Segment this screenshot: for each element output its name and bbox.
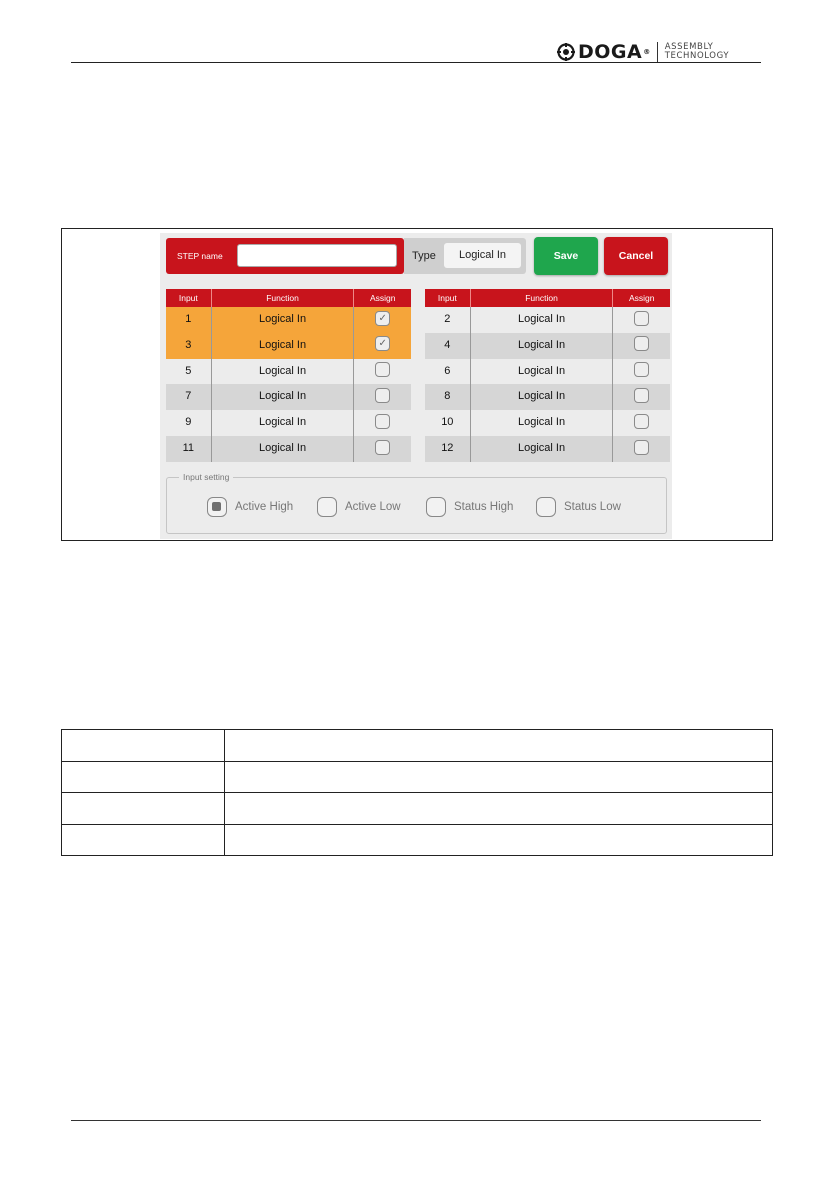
cancel-button[interactable]: Cancel bbox=[604, 237, 668, 275]
input-table-right bbox=[425, 289, 670, 462]
table-header bbox=[166, 289, 411, 307]
table-cell bbox=[62, 761, 225, 793]
tagline-line-2: TECHNOLOGY bbox=[664, 51, 730, 61]
function-cell[interactable]: Logical In bbox=[470, 384, 614, 410]
header-rule bbox=[71, 62, 761, 63]
function-cell[interactable]: Logical In bbox=[211, 436, 355, 462]
table-row[interactable] bbox=[425, 436, 670, 462]
assign-cell bbox=[354, 410, 411, 436]
function-cell[interactable]: Logical In bbox=[470, 333, 614, 359]
input-setting-option[interactable] bbox=[317, 497, 401, 517]
assign-cell bbox=[354, 359, 411, 385]
radio-button[interactable] bbox=[426, 497, 446, 517]
table-row[interactable] bbox=[166, 333, 411, 359]
tagline-line-1: ASSEMBLY bbox=[664, 42, 714, 52]
input-number: 7 bbox=[185, 390, 192, 403]
radio-label: Status High bbox=[454, 501, 514, 513]
assign-cell bbox=[354, 384, 411, 410]
assign-checkbox[interactable] bbox=[634, 414, 649, 429]
column-header-input: Input bbox=[166, 289, 212, 307]
radio-button[interactable] bbox=[536, 497, 556, 517]
logo-divider bbox=[657, 42, 658, 62]
assign-checkbox[interactable] bbox=[634, 336, 649, 351]
input-number: 5 bbox=[185, 364, 192, 377]
assign-checkbox[interactable] bbox=[375, 362, 390, 377]
table-row[interactable] bbox=[166, 307, 411, 333]
brand-tagline bbox=[665, 43, 729, 61]
column-header-assign: Assign bbox=[369, 293, 396, 303]
column-header-function: Function bbox=[212, 289, 355, 307]
input-setting-group bbox=[166, 472, 667, 534]
table-row[interactable] bbox=[425, 410, 670, 436]
column-header-input: Input bbox=[425, 289, 471, 307]
doga-logo-icon bbox=[557, 43, 575, 61]
assign-cell bbox=[354, 307, 411, 333]
radio-label: Active High bbox=[235, 501, 294, 513]
table-cell bbox=[225, 824, 773, 856]
blank-table bbox=[61, 729, 773, 856]
assign-cell bbox=[354, 333, 411, 359]
table-cell bbox=[62, 824, 225, 856]
radio-button[interactable] bbox=[207, 497, 227, 517]
input-number: 1 bbox=[185, 313, 192, 325]
input-number: 11 bbox=[182, 441, 195, 454]
assign-checkbox[interactable] bbox=[634, 388, 649, 403]
input-setting-legend: Input setting bbox=[179, 472, 233, 482]
input-table-left bbox=[166, 289, 411, 462]
function-cell[interactable]: Logical In bbox=[470, 436, 614, 462]
input-number: 10 bbox=[441, 416, 454, 429]
doga-logo bbox=[557, 40, 729, 64]
table-cell bbox=[225, 761, 773, 793]
radio-label: Status Low bbox=[564, 501, 621, 513]
assign-cell bbox=[613, 384, 670, 410]
assign-checkbox[interactable]: ✓ bbox=[375, 311, 390, 326]
step-name-bar bbox=[166, 238, 404, 274]
table-cell bbox=[62, 793, 225, 825]
table-row[interactable] bbox=[166, 384, 411, 410]
table-row[interactable] bbox=[166, 410, 411, 436]
input-number: 3 bbox=[185, 338, 192, 351]
type-select[interactable]: Logical In bbox=[444, 243, 521, 268]
input-setting-option[interactable] bbox=[207, 497, 293, 517]
registered-mark: ® bbox=[643, 48, 651, 56]
table-row bbox=[62, 730, 773, 762]
function-cell[interactable]: Logical In bbox=[470, 410, 614, 436]
table-row[interactable] bbox=[425, 333, 670, 359]
assign-cell bbox=[613, 307, 670, 333]
assign-checkbox[interactable]: ✓ bbox=[375, 336, 390, 351]
input-number: 6 bbox=[444, 364, 451, 377]
table-cell bbox=[225, 730, 773, 762]
table-row[interactable] bbox=[425, 359, 670, 385]
function-cell[interactable]: Logical In bbox=[211, 359, 355, 385]
column-header-function: Function bbox=[471, 289, 614, 307]
assign-checkbox[interactable] bbox=[375, 440, 390, 455]
type-label: Type bbox=[412, 250, 436, 262]
assign-checkbox[interactable] bbox=[634, 440, 649, 455]
function-cell[interactable]: Logical In bbox=[211, 410, 355, 436]
input-setting-option[interactable] bbox=[426, 497, 513, 517]
assign-checkbox[interactable] bbox=[634, 311, 649, 326]
table-row[interactable] bbox=[166, 359, 411, 385]
assign-checkbox[interactable] bbox=[375, 414, 390, 429]
radio-button[interactable] bbox=[317, 497, 337, 517]
function-cell[interactable]: Logical In bbox=[470, 307, 614, 333]
column-header-assign: Assign bbox=[628, 293, 655, 303]
function-cell[interactable]: Logical In bbox=[211, 333, 355, 359]
table-cell bbox=[225, 793, 773, 825]
assign-cell bbox=[354, 436, 411, 462]
function-cell[interactable]: Logical In bbox=[211, 384, 355, 410]
input-number: 4 bbox=[444, 338, 451, 351]
step-name-input[interactable] bbox=[237, 244, 397, 267]
footer-rule bbox=[71, 1120, 761, 1121]
assign-cell bbox=[613, 436, 670, 462]
save-button[interactable]: Save bbox=[534, 237, 598, 275]
assign-cell bbox=[613, 359, 670, 385]
input-number: 12 bbox=[441, 441, 454, 454]
assign-cell bbox=[613, 410, 670, 436]
assign-checkbox[interactable] bbox=[375, 388, 390, 403]
table-row[interactable] bbox=[425, 307, 670, 333]
input-number: 8 bbox=[444, 390, 451, 403]
type-bar bbox=[404, 238, 526, 274]
step-editor-screen bbox=[160, 233, 672, 539]
table-row[interactable] bbox=[425, 384, 670, 410]
radio-label: Active Low bbox=[345, 501, 401, 513]
brand-name: DOGA® bbox=[578, 41, 651, 63]
assign-cell bbox=[613, 333, 670, 359]
table-row bbox=[62, 793, 773, 825]
input-setting-option[interactable] bbox=[536, 497, 621, 517]
table-header bbox=[425, 289, 670, 307]
table-cell bbox=[62, 730, 225, 762]
table-row bbox=[62, 824, 773, 856]
function-cell[interactable]: Logical In bbox=[211, 307, 355, 333]
assign-checkbox[interactable] bbox=[634, 362, 649, 377]
step-name-label: STEP name bbox=[177, 251, 223, 261]
input-number: 9 bbox=[185, 416, 192, 429]
table-row[interactable] bbox=[166, 436, 411, 462]
input-number: 2 bbox=[444, 313, 451, 325]
function-cell[interactable]: Logical In bbox=[470, 359, 614, 385]
table-row bbox=[62, 761, 773, 793]
